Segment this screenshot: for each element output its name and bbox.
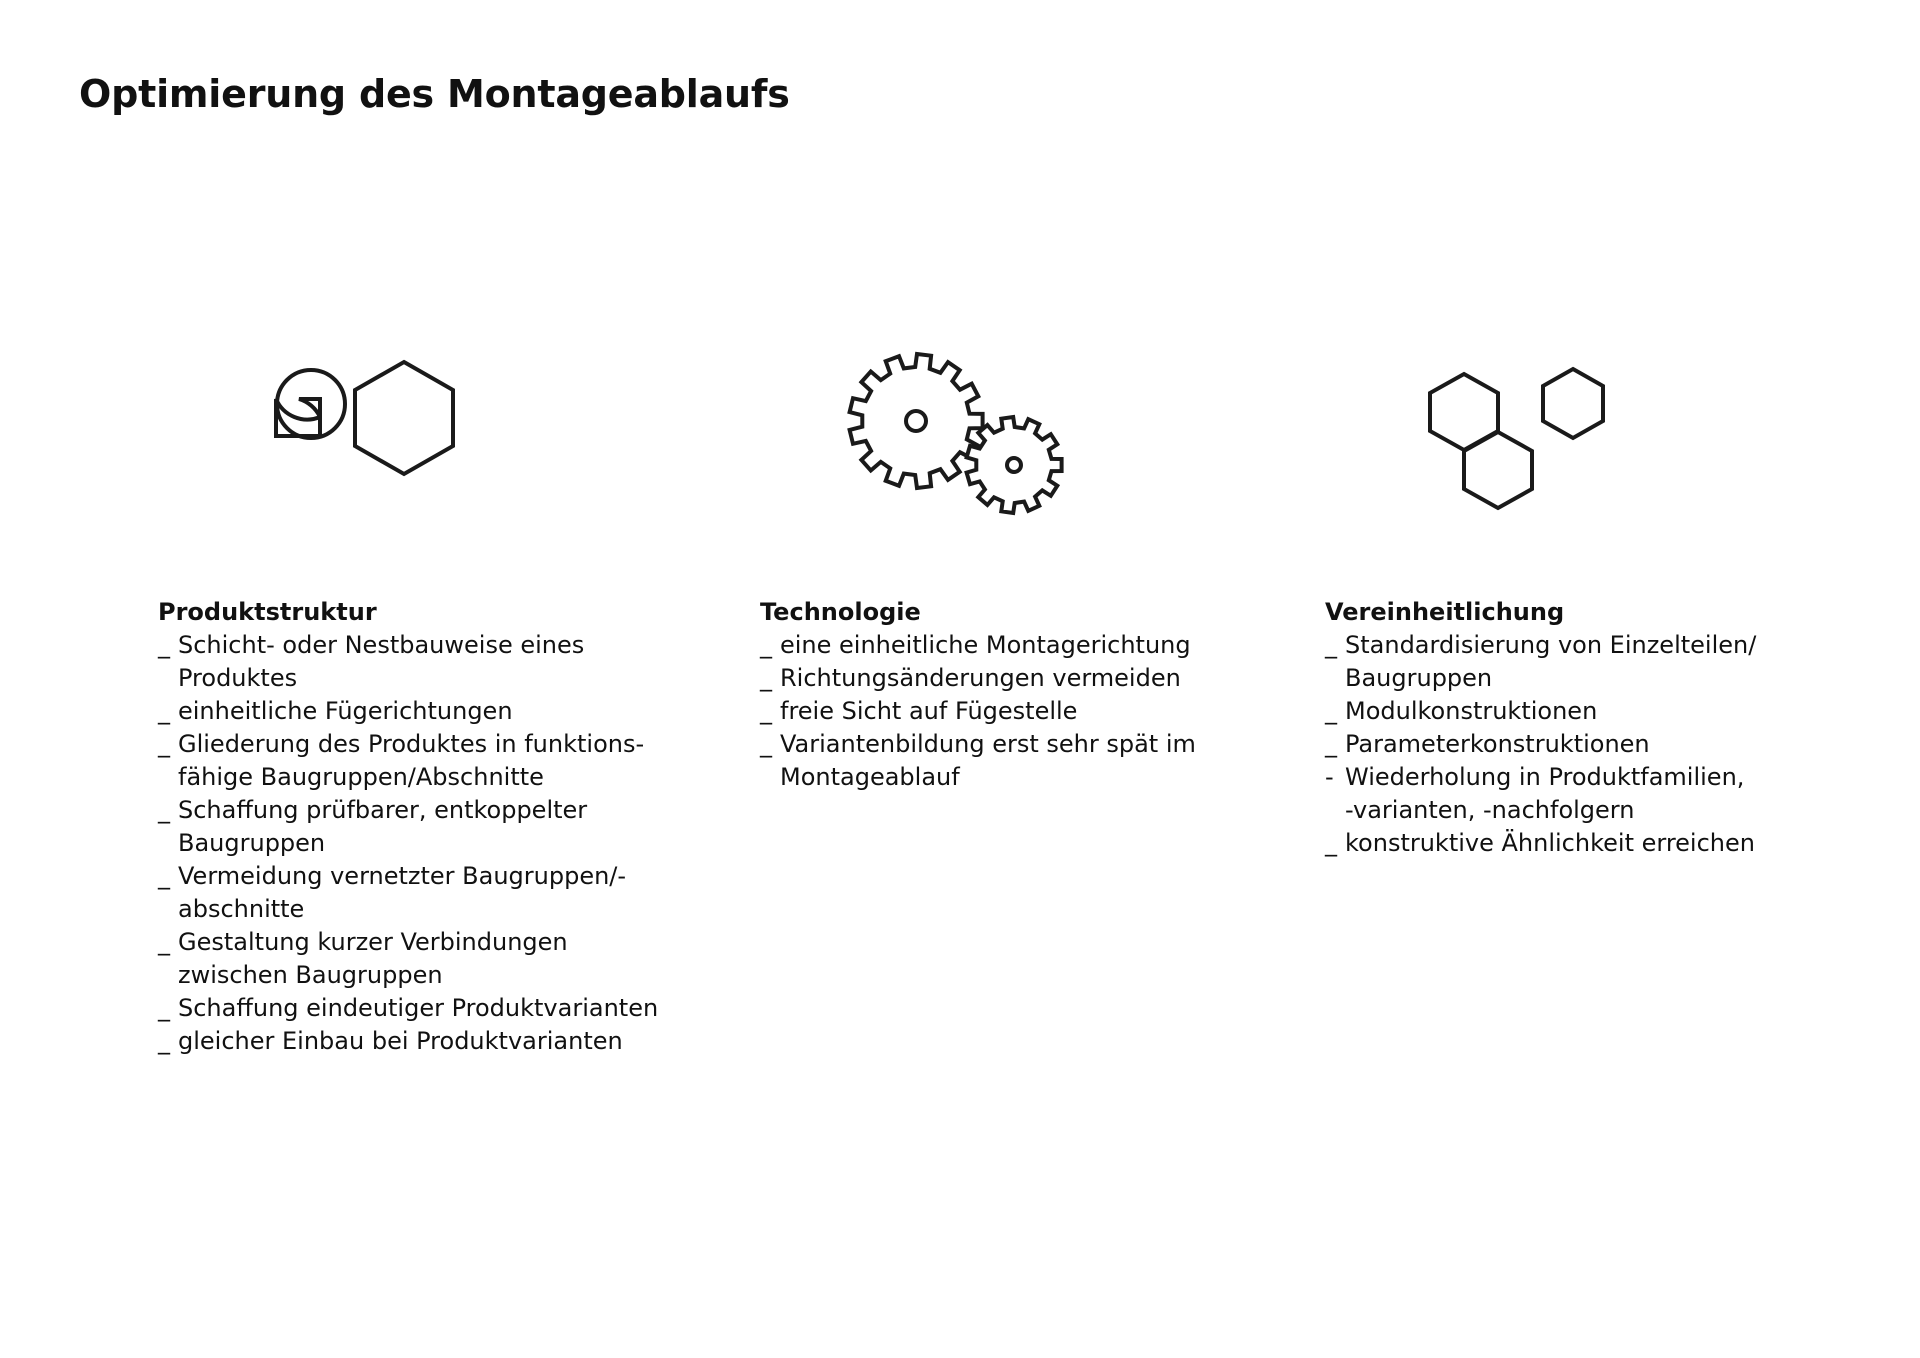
list-item (760, 695, 1280, 728)
bullet-marker: _ (1325, 697, 1337, 725)
column-heading: Technologie (760, 598, 921, 626)
bullet-marker: _ (760, 730, 772, 758)
bullet-marker: _ (158, 928, 170, 956)
list-item (1325, 629, 1885, 695)
bullet-marker: _ (158, 697, 170, 725)
list-item (158, 695, 718, 728)
bullet-marker: - (1325, 763, 1334, 791)
column-heading: Vereinheitlichung (1325, 598, 1565, 626)
bullet-marker: _ (158, 994, 170, 1022)
list-item (1325, 728, 1885, 761)
bullet-marker: _ (158, 862, 170, 890)
list-item (760, 728, 1280, 794)
list-item-text: Gestaltung kurzer Verbindungen zwischen Baugruppen (178, 928, 568, 989)
large-gear-hub (906, 411, 926, 431)
list-item-text: einheitliche Fügerichtungen (178, 697, 513, 725)
list-item (158, 728, 718, 794)
list-item-text: Vermeidung vernetzter Baugruppen/- abschnitte (178, 862, 627, 923)
list-item (158, 926, 718, 992)
list-item (1325, 695, 1885, 728)
bullet-list (1325, 629, 1885, 860)
column-technologie (760, 596, 1280, 794)
list-item-text: Gliederung des Produktes in funktions- fähige Baugruppen/Abschnitte (178, 730, 645, 791)
list-item-text: Schaffung prüfbarer, entkoppelter Baugruppen (178, 796, 588, 857)
list-item (158, 1025, 718, 1058)
bullet-marker: _ (1325, 631, 1337, 659)
bullet-marker: _ (158, 1027, 170, 1055)
bullet-marker: _ (760, 631, 772, 659)
list-item-text: Schaffung eindeutiger Produktvarianten (178, 994, 659, 1022)
bullet-list (760, 629, 1280, 794)
column-heading: Produktstruktur (158, 598, 377, 626)
bullet-marker: _ (158, 796, 170, 824)
list-item-text: gleicher Einbau bei Produktvarianten (178, 1027, 623, 1055)
list-item (158, 794, 718, 860)
list-item (158, 629, 718, 695)
list-item-text: Wiederholung in Produktfamilien, -varianten, -nachfolgern (1345, 763, 1745, 824)
hexagons-icon (1425, 365, 1625, 515)
column-produktstruktur (158, 596, 718, 1058)
page-title: Optimierung des Montageablaufs (79, 72, 790, 116)
list-item-text: freie Sicht auf Fügestelle (780, 697, 1078, 725)
list-item-text: Standardisierung von Einzelteilen/ Baugruppen (1345, 631, 1757, 692)
list-item-text: Modulkonstruktionen (1345, 697, 1598, 725)
bullet-marker: _ (1325, 730, 1337, 758)
list-item-text: eine einheitliche Montagerichtung (780, 631, 1191, 659)
list-item (1325, 827, 1885, 860)
list-item (158, 992, 718, 1025)
list-item-text: Variantenbildung erst sehr spät im Montageablauf (780, 730, 1196, 791)
list-item (760, 662, 1280, 695)
bullet-marker: _ (760, 697, 772, 725)
column-vereinheitlichung (1325, 596, 1885, 860)
bullet-list (158, 629, 718, 1058)
large-gear (850, 354, 983, 488)
list-item-text: konstruktive Ähnlichkeit erreichen (1345, 829, 1755, 857)
list-item-text: Richtungsänderungen vermeiden (780, 664, 1181, 692)
gears-icon (844, 350, 1064, 520)
bullet-marker: _ (760, 664, 772, 692)
small-gear (967, 417, 1062, 513)
list-item-text: Parameterkonstruktionen (1345, 730, 1650, 758)
list-item (158, 860, 718, 926)
bullet-marker: _ (1325, 829, 1337, 857)
list-item-text: Schicht- oder Nestbauweise eines Produktes (178, 631, 585, 692)
bullet-marker: _ (158, 631, 170, 659)
list-item (760, 629, 1280, 662)
list-item (1325, 761, 1885, 827)
bullet-marker: _ (158, 730, 170, 758)
shapes-icon (270, 362, 490, 512)
